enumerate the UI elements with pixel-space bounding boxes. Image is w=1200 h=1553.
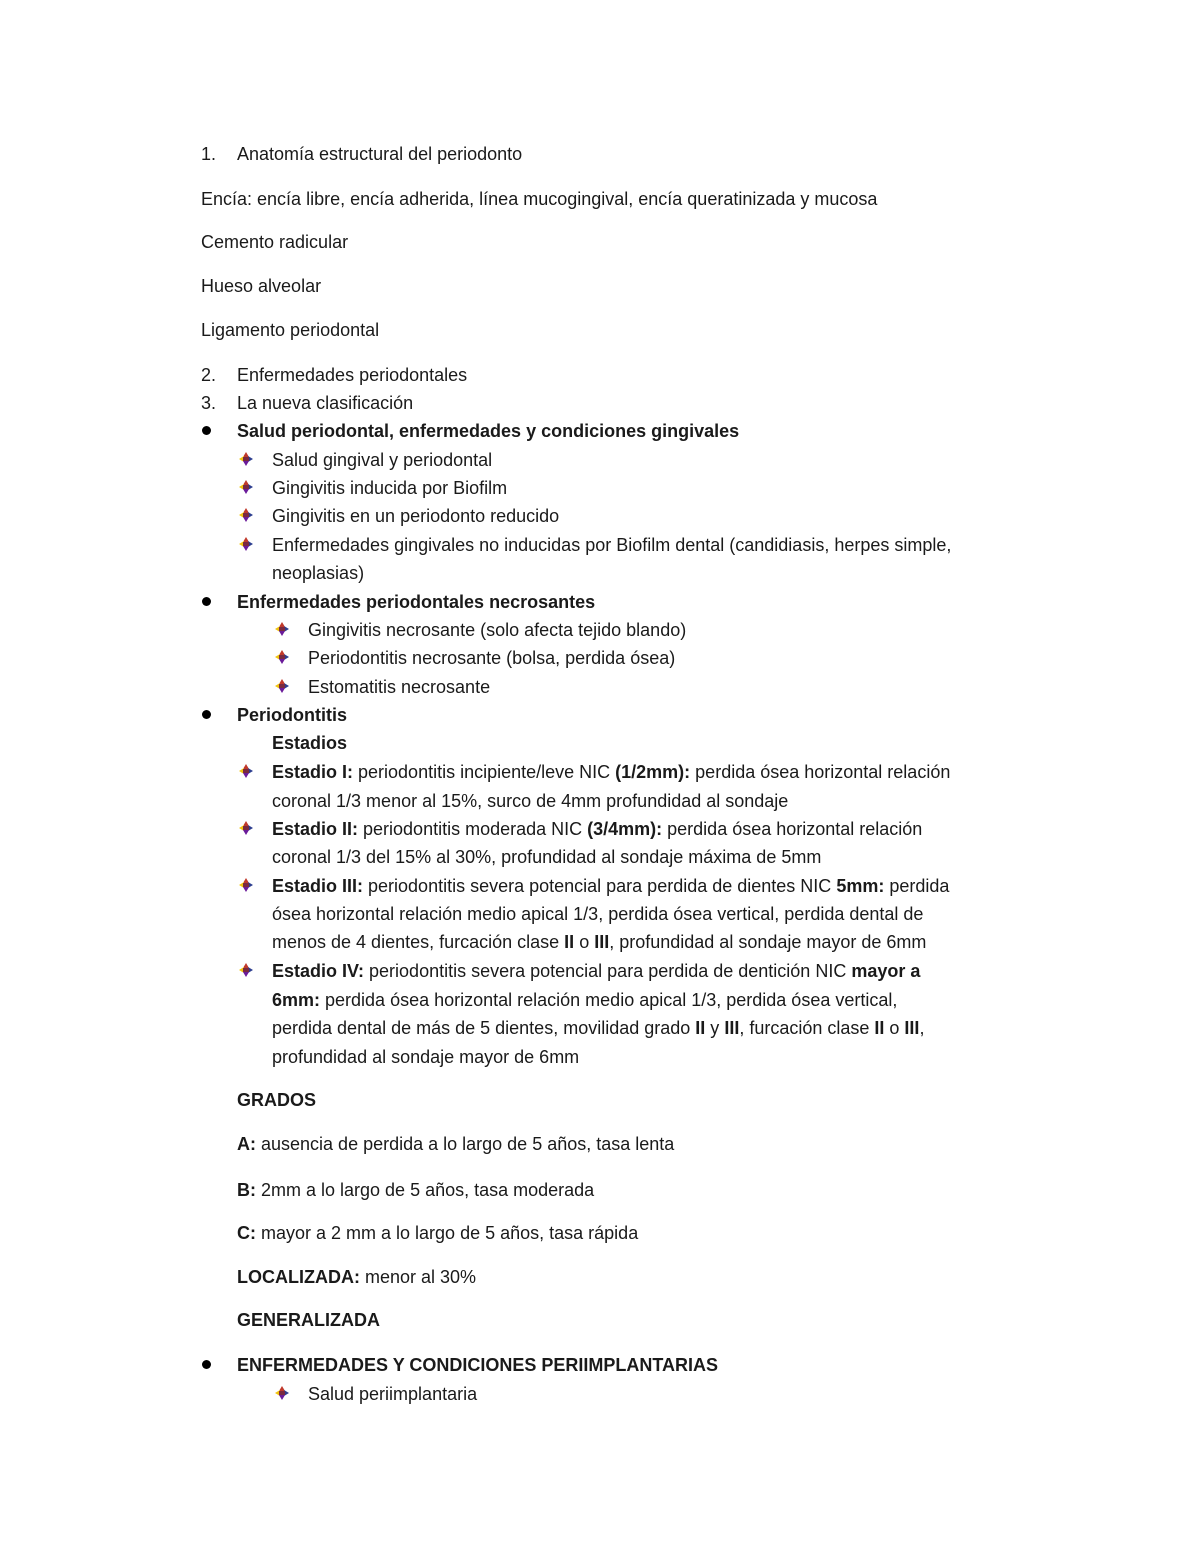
bullet-dot [202, 710, 211, 719]
estadio-2-continuation: coronal 1/3 del 15% al 30%, profundidad al sondaje máxima de 5mm [272, 847, 822, 867]
bullet-dot [202, 1360, 211, 1369]
section-heading: Periodontitis [237, 705, 348, 725]
estadio-4-continuation: profundidad al sondaje mayor de 6mm [272, 1047, 580, 1067]
section-heading: Enfermedades periodontales necrosantes [237, 592, 596, 612]
list-item: Gingivitis en un periodonto reducido [272, 506, 560, 526]
arrow-bullet-icon [275, 679, 289, 693]
grado-b: B: 2mm a lo largo de 5 años, tasa moderada [237, 1180, 595, 1200]
estadio-3-continuation: menos de 4 dientes, furcación clase II o III, profundidad al sondaje mayor de 6mm [272, 932, 927, 952]
numbered-item: Anatomía estructural del periodonto [237, 144, 523, 164]
list-number: 3. [201, 393, 217, 413]
bullet-dot [202, 426, 211, 435]
arrow-bullet-icon [239, 508, 253, 522]
paragraph-ligamento: Ligamento periodontal [201, 320, 380, 340]
generalizada: GENERALIZADA [237, 1310, 380, 1330]
bullet-dot [202, 597, 211, 606]
estadio-3: Estadio III: periodontitis severa potencial para perdida de dientes NIC 5mm: perdida [272, 876, 950, 896]
paragraph-encia: Encía: encía libre, encía adherida, línea mucogingival, encía queratinizada y mucosa [201, 189, 878, 209]
estadio-3-continuation: ósea horizontal relación medio apical 1/3, perdida ósea vertical, perdida dental de [272, 904, 924, 924]
section-heading: ENFERMEDADES Y CONDICIONES PERIIMPLANTARIAS [237, 1355, 719, 1375]
list-item: Gingivitis inducida por Biofilm [272, 478, 508, 498]
list-item: Salud gingival y periodontal [272, 450, 493, 470]
estadio-1-continuation: coronal 1/3 menor al 15%, surco de 4mm profundidad al sondaje [272, 791, 789, 811]
arrow-bullet-icon [239, 878, 253, 892]
list-item: Periodontitis necrosante (bolsa, perdida ósea) [308, 648, 676, 668]
arrow-bullet-icon [275, 1386, 289, 1400]
localizada: LOCALIZADA: menor al 30% [237, 1267, 477, 1287]
arrow-bullet-icon [239, 963, 253, 977]
grados-heading: GRADOS [237, 1090, 317, 1110]
arrow-bullet-icon [239, 764, 253, 778]
list-item: Salud periimplantaria [308, 1384, 478, 1404]
arrow-bullet-icon [239, 452, 253, 466]
estadio-4-continuation: 6mm: perdida ósea horizontal relación medio apical 1/3, perdida ósea vertical, [272, 990, 898, 1010]
grado-a: A: ausencia de perdida a lo largo de 5 años, tasa lenta [237, 1134, 675, 1154]
paragraph-cemento: Cemento radicular [201, 232, 349, 252]
arrow-bullet-icon [275, 650, 289, 664]
list-item: Gingivitis necrosante (solo afecta tejido blando) [308, 620, 687, 640]
list-number: 1. [201, 144, 217, 164]
numbered-item: Enfermedades periodontales [237, 365, 468, 385]
arrow-bullet-icon [275, 622, 289, 636]
list-item: Estomatitis necrosante [308, 677, 491, 697]
list-number: 2. [201, 365, 217, 385]
estadio-4-continuation: perdida dental de más de 5 dientes, movilidad grado II y III, furcación clase II o III, [272, 1018, 925, 1038]
estadio-4: Estadio IV: periodontitis severa potencial para perdida de dentición NIC mayor a [272, 961, 921, 981]
arrow-bullet-icon [239, 821, 253, 835]
estadio-1: Estadio I: periodontitis incipiente/leve NIC (1/2mm): perdida ósea horizontal relación [272, 762, 951, 782]
numbered-item: La nueva clasificación [237, 393, 414, 413]
paragraph-hueso: Hueso alveolar [201, 276, 322, 296]
arrow-bullet-icon [239, 480, 253, 494]
subheading-estadios: Estadios [272, 733, 348, 753]
grado-c: C: mayor a 2 mm a lo largo de 5 años, tasa rápida [237, 1223, 639, 1243]
arrow-bullet-icon [239, 537, 253, 551]
section-heading: Salud periodontal, enfermedades y condiciones gingivales [237, 421, 740, 441]
list-item: Enfermedades gingivales no inducidas por Biofilm dental (candidiasis, herpes simple, [272, 535, 952, 555]
list-item-continuation: neoplasias) [272, 563, 365, 583]
estadio-2: Estadio II: periodontitis moderada NIC (3/4mm): perdida ósea horizontal relación [272, 819, 923, 839]
